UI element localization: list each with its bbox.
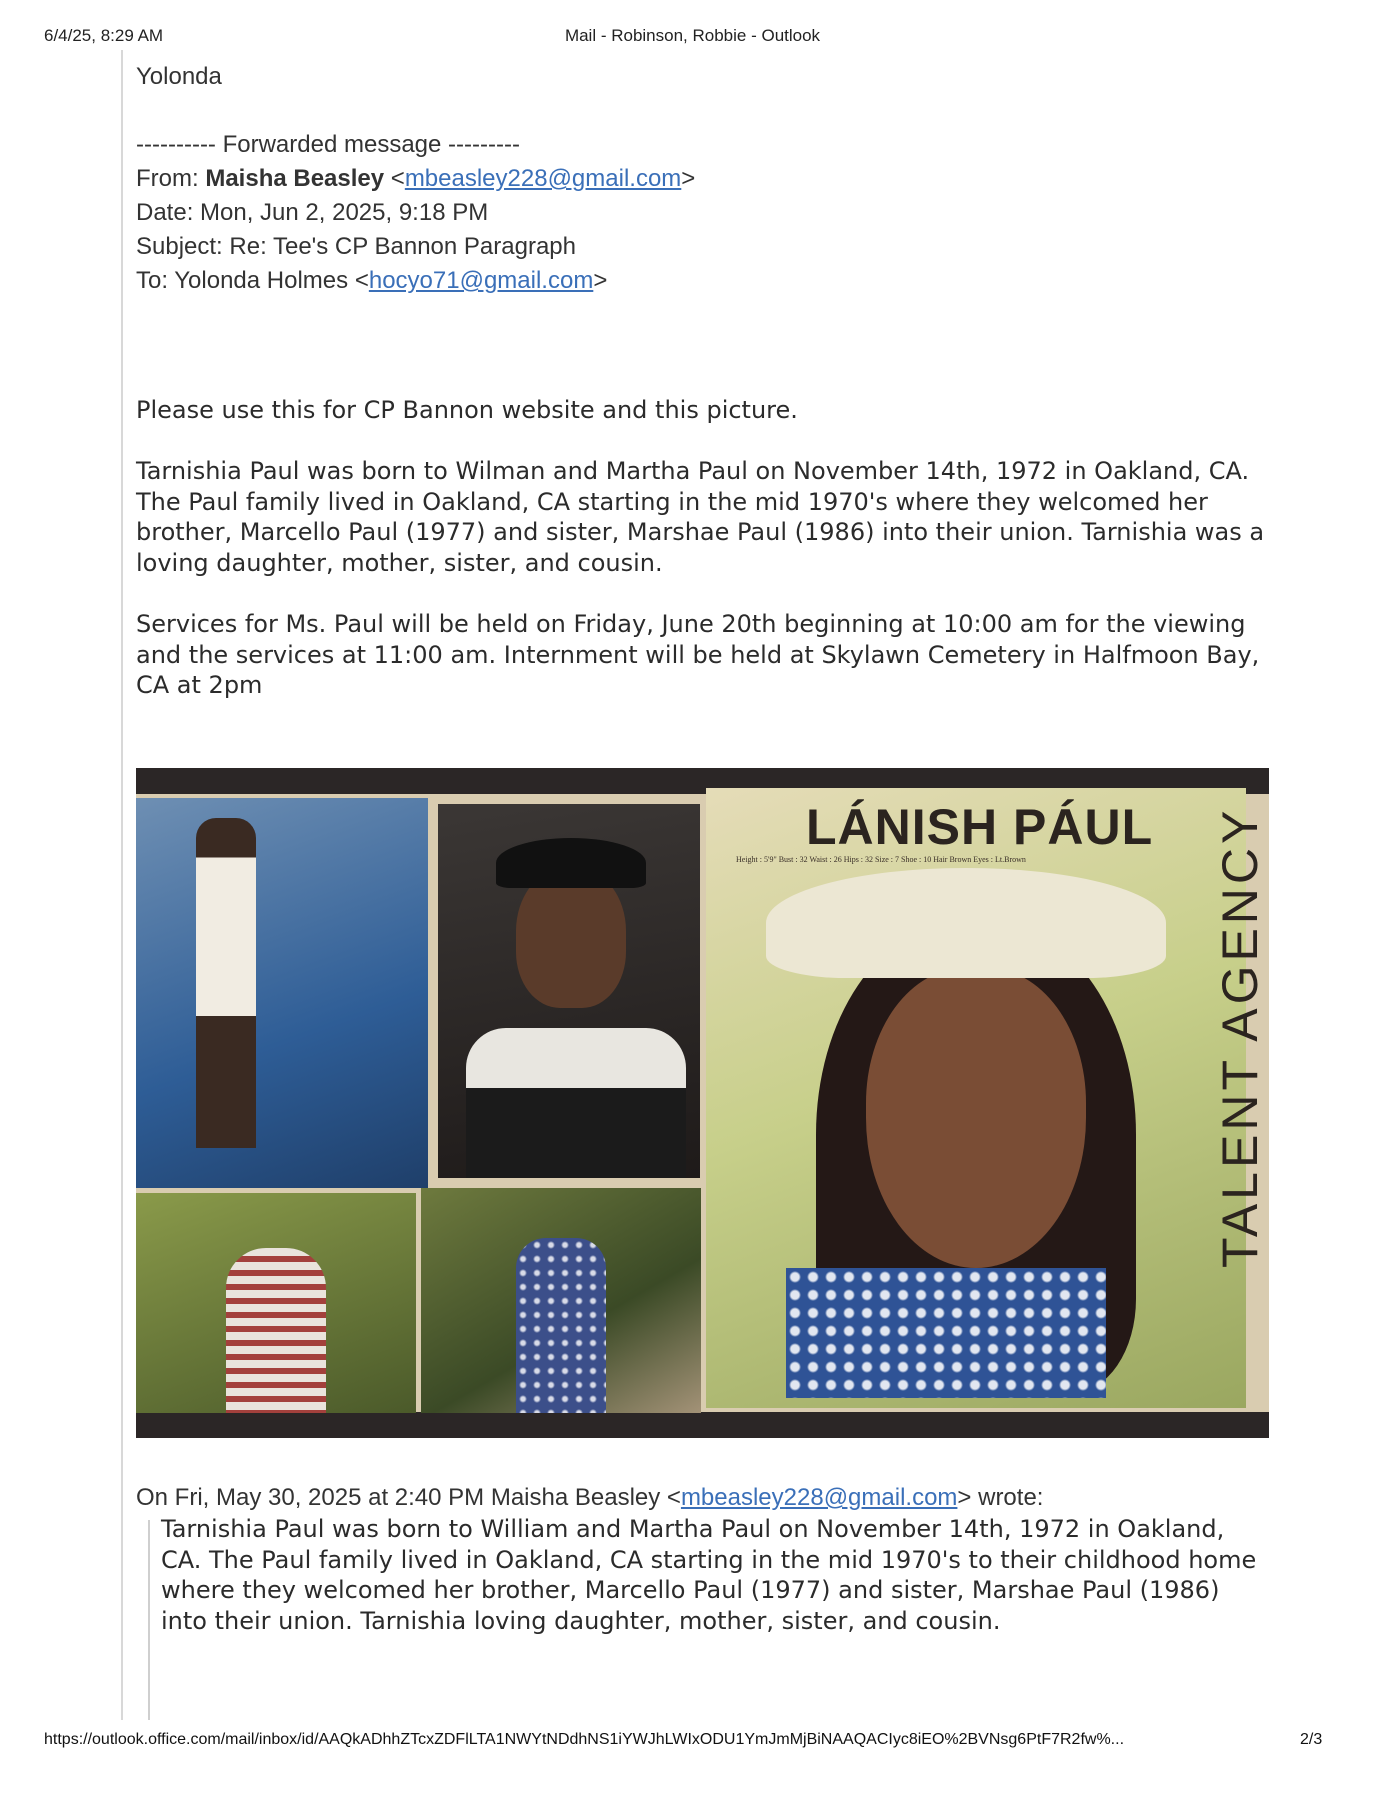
page-url: https://outlook.office.com/mail/inbox/id/AAQkADhhZTcxZDFlLTA1NWYtNDdhNS1iYWJhLWIxODU1YmJmMjBiNAAQACIyc8iEO%2BVNsg6PtF7R2fw%... xyxy=(44,1731,1125,1748)
print-title: Mail - Robinson, Robbie - Outlook xyxy=(564,26,821,45)
photo-agency-text: TALENT AGENCY xyxy=(1212,806,1268,1268)
forwarded-header xyxy=(136,128,695,298)
to-label: To: Yolonda Holmes xyxy=(136,267,349,294)
attached-photo[interactable] xyxy=(136,768,1269,1438)
quote-bar xyxy=(148,1520,150,1720)
quote-attribution: On Fri, May 30, 2025 at 2:40 PM Maisha Beasley <mbeasley228@gmail.com> wrote: xyxy=(136,1484,1044,1511)
attribution-suffix: wrote: xyxy=(978,1484,1044,1511)
date-line: Date: Mon, Jun 2, 2025, 9:18 PM xyxy=(136,199,489,226)
attribution-email-link[interactable]: mbeasley228@gmail.com xyxy=(680,1484,958,1511)
print-datetime: 6/4/25, 8:29 AM xyxy=(44,26,164,45)
photo-stats-text: Height : 5'9" Bust : 32 Waist : 26 Hips : 32 Size : 7 Shoe : 10 Hair Brown Eyes : Lt.Brown xyxy=(736,855,1026,864)
page-number: 2/3 xyxy=(1300,1731,1323,1748)
message-paragraph-2: Services for Ms. Paul will be held on Friday, June 20th beginning at 10:00 am for the viewing and the services at 11:00 am. Internment will be held at Skylawn Cemetery in Halfmoon Bay, CA at 2pm xyxy=(136,610,1260,699)
attribution-prefix: On Fri, May 30, 2025 at 2:40 PM Maisha Beasley xyxy=(136,1484,661,1511)
message-paragraph-1: Tarnishia Paul was born to Wilman and Martha Paul on November 14th, 1972 in Oakland, CA. The Paul family lived in Oakland, CA starting in the mid 1970's where they welcomed her brother, Marcello Paul (1977) and sister, Marshae Paul (1986) into their union. Tarnishia was a loving daughter, mother, sister, and cousin. xyxy=(136,457,1265,577)
forward-separator: ---------- Forwarded message --------- xyxy=(136,131,520,158)
from-email-link[interactable]: mbeasley228@gmail.com xyxy=(404,165,682,192)
subject-line: Subject: Re: Tee's CP Bannon Paragraph xyxy=(136,233,576,260)
message-intro: Please use this for CP Bannon website and this picture. xyxy=(136,396,798,424)
quote-divider xyxy=(121,50,123,1720)
from-label: From: xyxy=(136,165,199,192)
from-name: Maisha Beasley xyxy=(205,165,385,192)
from-line: From: Maisha Beasley <mbeasley228@gmail.com> xyxy=(136,165,696,192)
to-email-link[interactable]: hocyo71@gmail.com xyxy=(368,267,594,294)
quoted-text: Tarnishia Paul was born to William and Martha Paul on November 14th, 1972 in Oakland, CA. The Paul family lived in Oakland, CA starting in the mid 1970's to their childhood home where they welcomed her brother, Marcello Paul (1977) and sister, Marshae Paul (1986) into their union. Tarnishia loving daughter, mother, sister, and cousin. xyxy=(161,1515,1257,1635)
to-line: To: Yolonda Holmes <hocyo71@gmail.com> xyxy=(136,267,608,294)
signature: Yolonda xyxy=(136,63,222,90)
photo-name-text: LÁNISH PÁUL xyxy=(806,799,1154,855)
